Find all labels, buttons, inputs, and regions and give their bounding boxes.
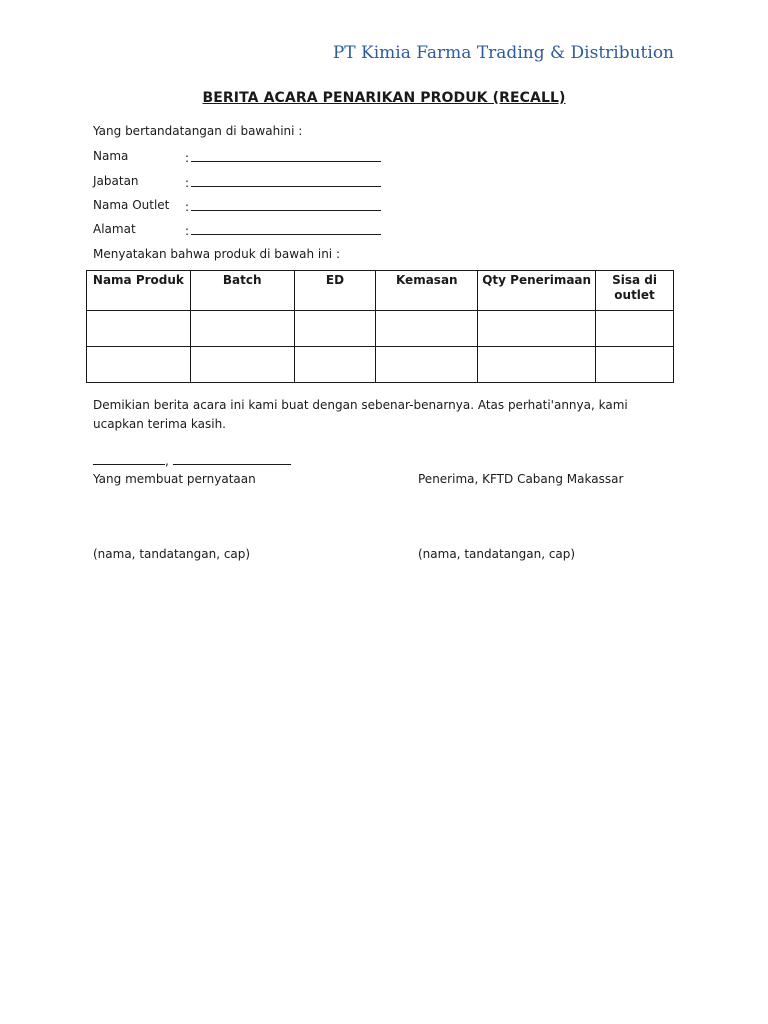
date-blank (173, 454, 291, 465)
table-cell (190, 311, 294, 347)
statement-text: Menyatakan bahwa produk di bawah ini : (93, 247, 340, 261)
product-table (86, 270, 674, 383)
field-label-alamat: Alamat (93, 222, 136, 236)
signer-left-caption: (nama, tandatangan, cap) (93, 547, 251, 561)
signer-left-label: Yang membuat pernyataan (93, 472, 256, 486)
field-label-nama-outlet: Nama Outlet (93, 198, 170, 212)
column-header: Kemasan (376, 271, 478, 311)
closing-paragraph: Demikian berita acara ini kami buat dengan sebenar-benarnya. Atas perhati'annya, kami ucapkan terima kasih. (93, 398, 628, 431)
signer-right-caption: (nama, tandatangan, cap) (418, 547, 576, 561)
document-title-text: BERITA ACARA PENARIKAN PRODUK (RECALL) (202, 90, 566, 106)
place-blank (93, 454, 165, 465)
table-cell (478, 347, 596, 383)
place-date-line (93, 454, 291, 468)
field-blank-nama (191, 149, 381, 162)
table-header-row (87, 271, 674, 311)
field-label-jabatan: Jabatan (93, 174, 139, 188)
table-cell (190, 347, 294, 383)
field-blank-nama-outlet (191, 198, 381, 211)
table-row (87, 311, 674, 347)
company-name: PT Kimia Farma Trading & Distribution (332, 43, 674, 63)
table-cell (478, 311, 596, 347)
table-cell (596, 311, 674, 347)
place-date-separator: , (165, 454, 169, 468)
table-cell (376, 311, 478, 347)
field-colon: : (185, 151, 190, 165)
table-row (87, 347, 674, 383)
document-title (0, 90, 768, 106)
field-jabatan (185, 174, 381, 190)
table-cell (294, 347, 376, 383)
column-header: Qty Penerimaan (478, 271, 596, 311)
field-nama-outlet (185, 198, 381, 214)
table-cell (87, 347, 191, 383)
table-cell (376, 347, 478, 383)
field-label-nama: Nama (93, 149, 129, 163)
field-colon: : (185, 224, 190, 238)
intro-text: Yang bertandatangan di bawahini : (93, 124, 303, 138)
field-nama (185, 149, 381, 165)
table-cell (596, 347, 674, 383)
field-colon: : (185, 200, 190, 214)
column-header: ED (294, 271, 376, 311)
column-header: Batch (190, 271, 294, 311)
field-alamat (185, 222, 381, 238)
field-blank-jabatan (191, 174, 381, 187)
table-cell (294, 311, 376, 347)
column-header: Nama Produk (87, 271, 191, 311)
column-header: Sisa di outlet (596, 271, 674, 311)
field-colon: : (185, 176, 190, 190)
signer-right-label: Penerima, KFTD Cabang Makassar (418, 472, 624, 486)
table-cell (87, 311, 191, 347)
field-blank-alamat (191, 222, 381, 235)
